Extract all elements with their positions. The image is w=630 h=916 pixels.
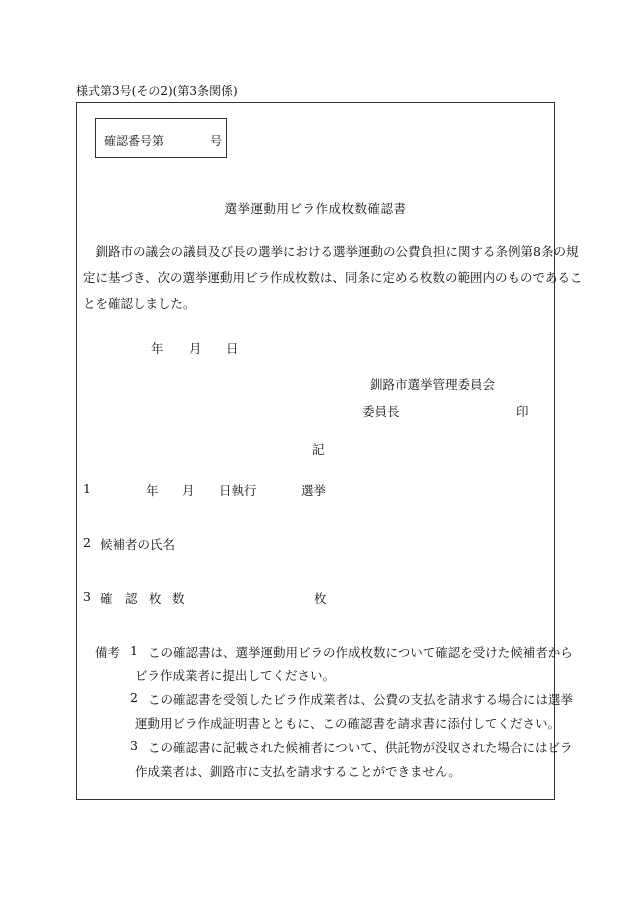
remark-number: 3 — [130, 738, 138, 753]
committee-name: 釧路市選挙管理委員会 — [370, 377, 496, 392]
confirmation-number-suffix: 号 — [210, 134, 223, 148]
item3-unit: 枚 — [314, 591, 327, 606]
remark-line: 作成業者は、釧路市に支払を請求することができません。 — [135, 764, 461, 779]
remark-number: 2 — [130, 690, 138, 705]
item-number: 3 — [83, 589, 91, 604]
item1-day-exec: 日執行 — [219, 483, 257, 498]
confirmation-number-box — [95, 118, 227, 158]
item1-election: 選挙 — [301, 483, 327, 498]
item1-year: 年 — [146, 483, 159, 498]
ki-heading: 記 — [312, 442, 325, 457]
date-year: 年 — [151, 341, 164, 356]
confirmation-number-label: 確認番号第 — [104, 134, 165, 148]
remark-number: 1 — [130, 643, 138, 658]
remark-line: この確認書に記載された候補者について、供託物が没収された場合にはビラ — [148, 740, 573, 755]
date-day: 日 — [226, 341, 239, 356]
statement-line: 釧路市の議会の議員及び長の選挙における選挙運動の公費負担に関する条例第8条の規 — [83, 244, 579, 259]
confirmation-statement — [83, 239, 583, 317]
form-number-label: 様式第3号(その2)(第3条関係) — [76, 84, 238, 98]
item1-month: 月 — [182, 483, 195, 498]
item-number: 2 — [83, 535, 91, 550]
item2-label: 候補者の氏名 — [100, 537, 176, 552]
item3-char: 数 — [172, 591, 185, 606]
remark-line: 運動用ビラ作成証明書とともに、この確認書を請求書に添付してください。 — [135, 716, 561, 731]
seal-mark: 印 — [516, 404, 529, 419]
statement-line: とを確認しました。 — [83, 296, 196, 311]
item-number: 1 — [83, 481, 91, 496]
document-title: 選挙運動用ビラ作成枚数確認書 — [224, 201, 407, 216]
remark-line: この確認書は、選挙運動用ビラの作成枚数について確認を受けた候補者から — [148, 645, 573, 660]
remarks-heading: 備考 — [95, 645, 121, 660]
item3-char: 認 — [125, 591, 138, 606]
item3-char: 枚 — [149, 591, 162, 606]
date-month: 月 — [189, 341, 202, 356]
remark-line: ビラ作成業者に提出してください。 — [135, 668, 336, 683]
item3-char: 確 — [100, 591, 113, 606]
remark-line: この確認書を受領したビラ作成業者は、公費の支払を請求する場合には選挙 — [148, 692, 574, 707]
chairman-label: 委員長 — [362, 404, 400, 419]
statement-line: 定に基づき、次の選挙運動用ビラ作成枚数は、同条に定める枚数の範囲内のものであるこ — [83, 270, 583, 285]
